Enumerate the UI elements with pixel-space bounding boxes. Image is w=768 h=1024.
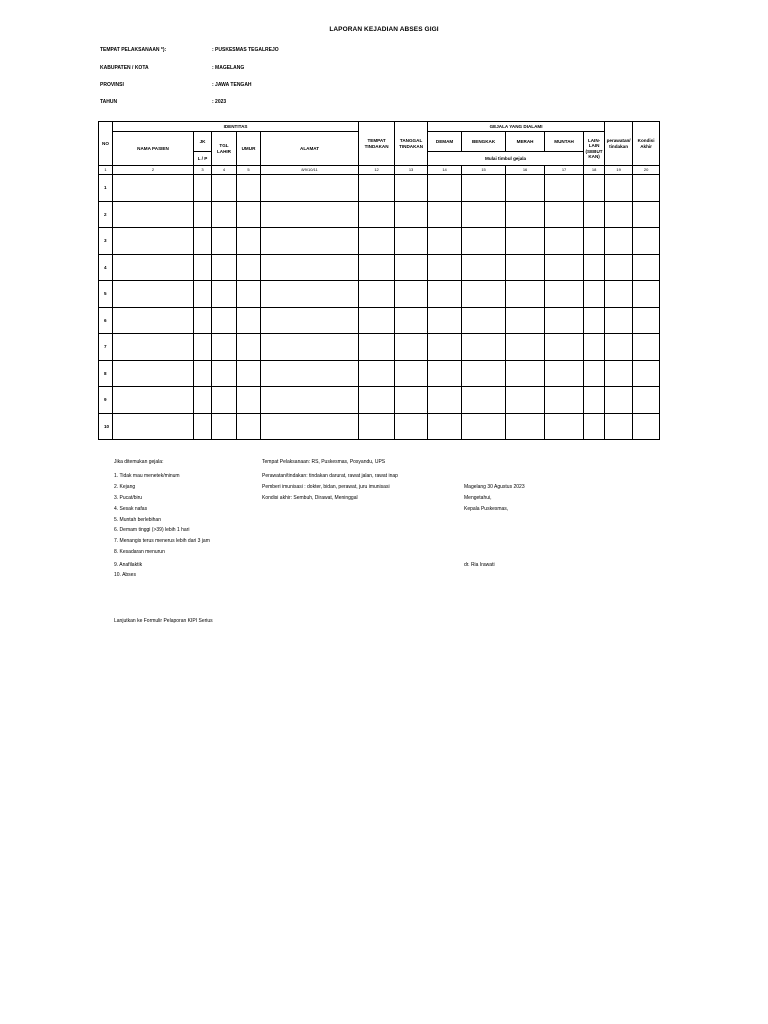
table-cell xyxy=(113,281,194,308)
column-number: 5 xyxy=(237,166,261,175)
legend-perawatan: Perawatan/tindakan: tindakan darurat, rawat jalan, rawat inap xyxy=(262,473,398,479)
header-lain-lain: LAIN-LAIN (SEBUT KAN) xyxy=(584,132,605,166)
table-cell xyxy=(395,228,428,255)
table-cell xyxy=(113,228,194,255)
table-cell xyxy=(506,307,545,334)
table-cell xyxy=(605,334,633,361)
header-identitas: IDENTITAS xyxy=(113,122,359,132)
table-cell xyxy=(545,175,584,202)
table-cell xyxy=(545,281,584,308)
column-number: 12 xyxy=(359,166,395,175)
header-umur: UMUR xyxy=(237,132,261,166)
table-cell xyxy=(395,201,428,228)
row-number: 2 xyxy=(99,201,113,228)
table-cell xyxy=(212,387,237,414)
table-cell xyxy=(428,175,462,202)
table-cell xyxy=(194,228,212,255)
table-cell xyxy=(605,281,633,308)
table-cell xyxy=(545,307,584,334)
header-nama-pasien: NAMA PASIEN xyxy=(113,132,194,166)
table-cell xyxy=(113,413,194,440)
meta-value: : 2023 xyxy=(212,99,227,105)
table-cell xyxy=(395,334,428,361)
table-cell xyxy=(194,281,212,308)
table-cell xyxy=(212,281,237,308)
table-cell xyxy=(359,281,395,308)
table-cell xyxy=(359,307,395,334)
column-number: 2 xyxy=(113,166,194,175)
table-cell xyxy=(584,175,605,202)
table-cell xyxy=(428,413,462,440)
column-number: 1 xyxy=(99,166,113,175)
header-muntah: MUNTAH xyxy=(545,132,584,152)
table-cell xyxy=(506,413,545,440)
table-cell xyxy=(261,281,359,308)
table-cell xyxy=(462,387,506,414)
row-number: 1 xyxy=(99,175,113,202)
row-number: 9 xyxy=(99,387,113,414)
meta-value: : JAWA TENGAH xyxy=(212,82,252,88)
table-cell xyxy=(506,254,545,281)
table-cell xyxy=(261,413,359,440)
table-cell xyxy=(212,413,237,440)
table-cell xyxy=(633,413,660,440)
table-cell xyxy=(237,254,261,281)
column-number: 17 xyxy=(545,166,584,175)
report-title: LAPORAN KEJADIAN ABSES GIGI xyxy=(329,26,439,33)
table-cell xyxy=(237,307,261,334)
table-cell xyxy=(462,254,506,281)
table-cell xyxy=(545,334,584,361)
table-cell xyxy=(584,334,605,361)
table-cell xyxy=(395,387,428,414)
table-cell xyxy=(506,175,545,202)
table-cell xyxy=(261,307,359,334)
table-cell xyxy=(605,175,633,202)
table-cell xyxy=(428,201,462,228)
table-cell xyxy=(633,307,660,334)
table-cell xyxy=(194,307,212,334)
table-cell xyxy=(462,413,506,440)
table-cell xyxy=(584,360,605,387)
table-cell xyxy=(545,360,584,387)
signature-name: dr. Ria Irawati xyxy=(464,562,495,568)
table-cell xyxy=(212,175,237,202)
table-cell xyxy=(462,175,506,202)
symptom-item: 5. Muntah berlebihan xyxy=(114,517,161,523)
table-cell xyxy=(605,387,633,414)
table-cell xyxy=(261,360,359,387)
table-cell xyxy=(359,254,395,281)
table-cell xyxy=(428,334,462,361)
table-cell xyxy=(395,360,428,387)
header-merah: MERAH xyxy=(506,132,545,152)
table-cell xyxy=(194,334,212,361)
table-cell xyxy=(113,360,194,387)
table-cell xyxy=(212,254,237,281)
symptom-item: 3. Pucat/biru xyxy=(114,495,143,501)
table-cell xyxy=(237,281,261,308)
header-tempat-tindakan: TEMPAT TINDAKAN xyxy=(359,122,395,166)
table-cell xyxy=(605,307,633,334)
table-row xyxy=(99,307,660,334)
table-cell xyxy=(113,334,194,361)
table-cell xyxy=(359,228,395,255)
symptom-item: 7. Menangis terus menerus lebih dari 3 jam xyxy=(114,538,210,544)
table-cell xyxy=(237,201,261,228)
header-alamat: ALAMAT xyxy=(261,132,359,166)
table-cell xyxy=(545,387,584,414)
header-jk: JK xyxy=(194,132,212,152)
column-number: 15 xyxy=(462,166,506,175)
column-number: 8/9/10/11 xyxy=(261,166,359,175)
table-cell xyxy=(633,254,660,281)
table-cell xyxy=(633,360,660,387)
table-cell xyxy=(584,201,605,228)
symptom-item: 9. Anafilaktik xyxy=(114,562,143,568)
table-row xyxy=(99,387,660,414)
table-cell xyxy=(605,413,633,440)
table-cell xyxy=(633,175,660,202)
table-row xyxy=(99,360,660,387)
table-cell xyxy=(395,413,428,440)
symptom-item: 2. Kejang xyxy=(114,484,136,490)
table-cell xyxy=(428,281,462,308)
row-number: 3 xyxy=(99,228,113,255)
table-cell xyxy=(605,228,633,255)
table-cell xyxy=(359,360,395,387)
signature-known: Mengetahui, xyxy=(464,495,492,501)
table-cell xyxy=(359,413,395,440)
table-cell xyxy=(237,387,261,414)
symptom-item: 4. Sesak nafas xyxy=(114,506,148,512)
row-number: 7 xyxy=(99,334,113,361)
table-cell xyxy=(462,228,506,255)
table-cell xyxy=(545,201,584,228)
table-cell xyxy=(506,201,545,228)
table-cell xyxy=(359,201,395,228)
table-cell xyxy=(212,307,237,334)
table-cell xyxy=(605,254,633,281)
table-cell xyxy=(194,360,212,387)
table-cell xyxy=(462,334,506,361)
table-cell xyxy=(633,334,660,361)
table-cell xyxy=(194,201,212,228)
table-row xyxy=(99,413,660,440)
meta-key: TEMPAT PELAKSANAAN *): xyxy=(100,47,167,53)
table-row xyxy=(99,254,660,281)
symptom-item: 1. Tidak mau menetek/minum xyxy=(114,473,180,479)
meta-key: TAHUN xyxy=(100,99,118,105)
table-cell xyxy=(261,387,359,414)
column-number: 4 xyxy=(212,166,237,175)
table-cell xyxy=(194,387,212,414)
table-cell xyxy=(395,175,428,202)
column-number: 16 xyxy=(506,166,545,175)
footer-note: Lanjutkan ke Formulir Pelaporan KIPI Serius xyxy=(114,618,213,624)
header-bengkak: BENGKAK xyxy=(462,132,506,152)
symptom-item: 10. Abses xyxy=(114,572,136,578)
table-cell xyxy=(633,387,660,414)
table-cell xyxy=(212,201,237,228)
table-cell xyxy=(261,334,359,361)
column-number: 19 xyxy=(605,166,633,175)
meta-value: : MAGELANG xyxy=(212,65,245,71)
table-cell xyxy=(633,228,660,255)
header-perawatan: perawatan/ tindakan xyxy=(605,122,633,166)
symptom-item: 6. Demam tinggi (>39) lebih 1 hari xyxy=(114,527,190,533)
table-cell xyxy=(584,281,605,308)
column-number: 3 xyxy=(194,166,212,175)
table-cell xyxy=(545,254,584,281)
header-kondisi: Kondisi Akhir xyxy=(633,122,660,166)
table-cell xyxy=(428,254,462,281)
symptom-item: 8. Kesadaran menurun xyxy=(114,549,165,555)
table-cell xyxy=(359,334,395,361)
table-cell xyxy=(584,228,605,255)
table-cell xyxy=(428,228,462,255)
table-cell xyxy=(194,175,212,202)
symptoms-heading: Jika ditemukan gejala: xyxy=(114,459,164,465)
table-cell xyxy=(113,387,194,414)
header-no: NO xyxy=(99,122,113,166)
table-cell xyxy=(462,307,506,334)
column-number: 14 xyxy=(428,166,462,175)
table-row xyxy=(99,201,660,228)
table-cell xyxy=(261,228,359,255)
row-number: 8 xyxy=(99,360,113,387)
meta-value: : PUSKESMAS TEGALREJO xyxy=(212,47,279,53)
table-cell xyxy=(237,413,261,440)
meta-key: KABUPATEN / KOTA xyxy=(100,65,149,71)
table-cell xyxy=(633,201,660,228)
meta-key: PROVINSI xyxy=(100,82,124,88)
legend-tempat: Tempat Pelaksanaan: RS, Puskesmas, Posyandu, UPS xyxy=(262,459,386,465)
table-cell xyxy=(506,281,545,308)
table-cell xyxy=(584,307,605,334)
table-cell xyxy=(462,201,506,228)
column-number: 18 xyxy=(584,166,605,175)
row-number: 6 xyxy=(99,307,113,334)
table-cell xyxy=(506,334,545,361)
table-cell xyxy=(113,307,194,334)
table-row xyxy=(99,228,660,255)
table-cell xyxy=(584,254,605,281)
table-cell xyxy=(506,360,545,387)
table-cell xyxy=(506,228,545,255)
table-cell xyxy=(428,307,462,334)
column-number: 13 xyxy=(395,166,428,175)
table-cell xyxy=(605,360,633,387)
table-cell xyxy=(359,387,395,414)
row-number: 10 xyxy=(99,413,113,440)
table-cell xyxy=(237,175,261,202)
table-cell xyxy=(395,254,428,281)
table-cell xyxy=(261,201,359,228)
table-cell xyxy=(261,254,359,281)
table-cell xyxy=(237,228,261,255)
row-number: 4 xyxy=(99,254,113,281)
table-cell xyxy=(212,334,237,361)
table-cell xyxy=(545,228,584,255)
table-cell xyxy=(395,307,428,334)
table-cell xyxy=(584,387,605,414)
table-cell xyxy=(506,387,545,414)
table-cell xyxy=(545,413,584,440)
table-cell xyxy=(194,413,212,440)
header-tgl-lahir: TGL LAHIR xyxy=(212,132,237,166)
table-cell xyxy=(359,175,395,202)
table-cell xyxy=(462,360,506,387)
legend-pemberi: Pemberi imunisasi : dokter, bidan, perawat, juru imunisasi xyxy=(262,484,390,490)
header-lp: L / P xyxy=(194,152,212,166)
header-demam: DEMAM xyxy=(428,132,462,152)
table-cell xyxy=(212,360,237,387)
legend-kondisi: Kondisi akhir: Sembuh, Dirawat, Meninggal xyxy=(262,495,358,501)
table-cell xyxy=(605,201,633,228)
table-cell xyxy=(261,175,359,202)
column-number-row xyxy=(99,166,660,175)
table-cell xyxy=(113,175,194,202)
table-cell xyxy=(237,360,261,387)
table-cell xyxy=(584,413,605,440)
row-number: 5 xyxy=(99,281,113,308)
signature-date: Magelang 30 Agustus 2023 xyxy=(464,484,525,490)
table-cell xyxy=(212,228,237,255)
table-row xyxy=(99,175,660,202)
table-cell xyxy=(113,201,194,228)
table-cell xyxy=(428,387,462,414)
table-cell xyxy=(395,281,428,308)
header-tanggal-tindakan: TANGGAL TINDAKAN xyxy=(395,122,428,166)
report-table xyxy=(98,121,660,440)
header-gejala: GEJALA YANG DIALAMI xyxy=(428,122,605,132)
table-cell xyxy=(428,360,462,387)
table-cell xyxy=(633,281,660,308)
signature-position: Kepala Puskesmas, xyxy=(464,506,509,512)
column-number: 20 xyxy=(633,166,660,175)
table-cell xyxy=(113,254,194,281)
table-cell xyxy=(194,254,212,281)
table-cell xyxy=(462,281,506,308)
table-row xyxy=(99,334,660,361)
header-mulai-gejala: Mulai timbul gejala xyxy=(428,152,584,166)
table-row xyxy=(99,281,660,308)
table-cell xyxy=(237,334,261,361)
